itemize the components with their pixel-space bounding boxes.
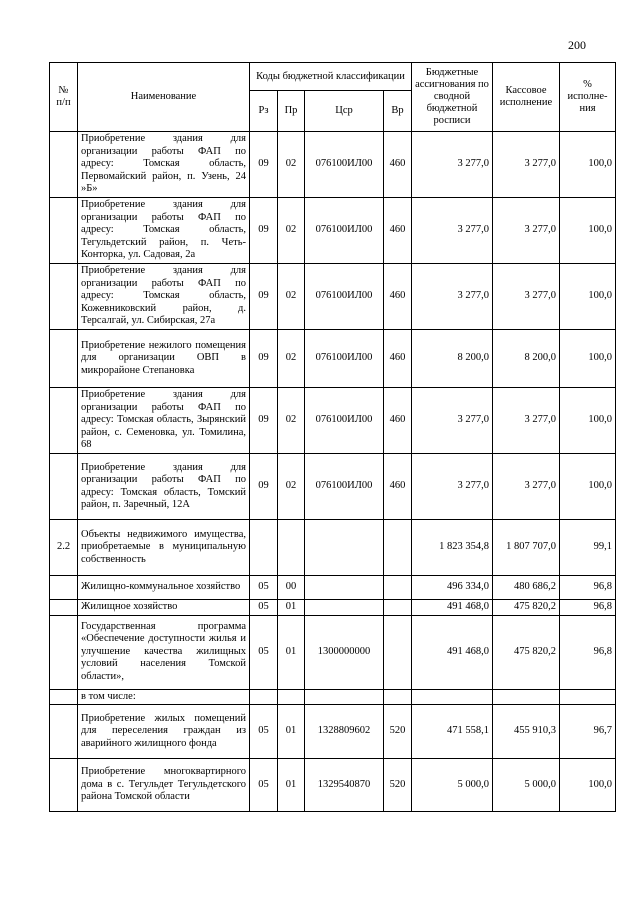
- row-num-cell: [50, 705, 78, 759]
- row-assigned-cell: 471 558,1: [412, 705, 493, 759]
- header-num: № п/п: [50, 63, 78, 132]
- row-csr-cell: 076100ИЛ00: [305, 264, 384, 330]
- row-csr-cell: 076100ИЛ00: [305, 388, 384, 454]
- row-csr-cell: 076100ИЛ00: [305, 132, 384, 198]
- row-rz-cell: 05: [250, 600, 278, 616]
- row-num-cell: [50, 388, 78, 454]
- row-vr-cell: [384, 615, 412, 689]
- row-rz-cell: 09: [250, 388, 278, 454]
- row-rz-cell: 09: [250, 454, 278, 520]
- row-num-cell: [50, 689, 78, 705]
- row-name-cell: Приобретение здания для организации работы ФАП по адресу: Томская область, Зырянский район, с. Семеновка, ул. Томилина, 68: [78, 388, 250, 454]
- row-rz-cell: 09: [250, 264, 278, 330]
- row-cash-cell: 3 277,0: [493, 198, 560, 264]
- row-rz-cell: 05: [250, 759, 278, 812]
- row-pr-cell: [278, 689, 305, 705]
- row-assigned-cell: 3 277,0: [412, 454, 493, 520]
- row-pr-cell: [278, 520, 305, 576]
- row-csr-cell: 1300000000: [305, 615, 384, 689]
- table-row: [50, 198, 616, 264]
- row-vr-cell: [384, 600, 412, 616]
- row-percent-cell: 96,7: [560, 705, 616, 759]
- row-name-cell: Приобретение нежилого помещения для организации ОВП в микрорайоне Степановка: [78, 330, 250, 388]
- row-pr-cell: 00: [278, 576, 305, 600]
- row-pr-cell: 02: [278, 454, 305, 520]
- row-pr-cell: 02: [278, 198, 305, 264]
- row-pr-cell: 02: [278, 132, 305, 198]
- row-pr-cell: 01: [278, 759, 305, 812]
- row-pr-cell: 02: [278, 330, 305, 388]
- row-csr-cell: [305, 520, 384, 576]
- row-csr-cell: 076100ИЛ00: [305, 198, 384, 264]
- row-vr-cell: [384, 576, 412, 600]
- table-row: [50, 520, 616, 576]
- row-assigned-cell: 496 334,0: [412, 576, 493, 600]
- row-name-cell: Жилищное хозяйство: [78, 600, 250, 616]
- row-assigned-cell: 3 277,0: [412, 198, 493, 264]
- row-percent-cell: 100,0: [560, 454, 616, 520]
- row-cash-cell: 8 200,0: [493, 330, 560, 388]
- row-name-cell: Приобретение здания для организации работы ФАП по адресу: Томская область, Кожевниковский район, д. Терсалгай, ул. Сибирская, 27а: [78, 264, 250, 330]
- table-row: [50, 454, 616, 520]
- row-num-cell: [50, 600, 78, 616]
- header-cash: Кассовое исполнение: [493, 63, 560, 132]
- table-row: [50, 689, 616, 705]
- row-vr-cell: 460: [384, 198, 412, 264]
- row-vr-cell: [384, 689, 412, 705]
- table-row: [50, 615, 616, 689]
- row-assigned-cell: 491 468,0: [412, 615, 493, 689]
- table-row: [50, 388, 616, 454]
- row-pr-cell: 02: [278, 388, 305, 454]
- row-vr-cell: 520: [384, 705, 412, 759]
- row-cash-cell: 475 820,2: [493, 615, 560, 689]
- row-num-cell: [50, 132, 78, 198]
- row-percent-cell: 96,8: [560, 600, 616, 616]
- row-csr-cell: [305, 689, 384, 705]
- table-row: [50, 600, 616, 616]
- row-assigned-cell: 3 277,0: [412, 132, 493, 198]
- row-csr-cell: 076100ИЛ00: [305, 454, 384, 520]
- row-pr-cell: 01: [278, 705, 305, 759]
- header-rz: Рз: [250, 91, 278, 132]
- row-cash-cell: 3 277,0: [493, 132, 560, 198]
- table-row: [50, 132, 616, 198]
- header-vr: Вр: [384, 91, 412, 132]
- row-num-cell: [50, 198, 78, 264]
- table-row: [50, 705, 616, 759]
- row-rz-cell: [250, 689, 278, 705]
- row-percent-cell: 100,0: [560, 198, 616, 264]
- row-assigned-cell: 3 277,0: [412, 264, 493, 330]
- row-vr-cell: 460: [384, 388, 412, 454]
- row-assigned-cell: 3 277,0: [412, 388, 493, 454]
- header-codes: Коды бюджетной классификации: [250, 63, 412, 91]
- row-vr-cell: 460: [384, 132, 412, 198]
- row-percent-cell: 100,0: [560, 264, 616, 330]
- header-pr: Пр: [278, 91, 305, 132]
- row-percent-cell: [560, 689, 616, 705]
- row-percent-cell: 100,0: [560, 759, 616, 812]
- row-pr-cell: 01: [278, 615, 305, 689]
- row-num-cell: [50, 615, 78, 689]
- row-percent-cell: 99,1: [560, 520, 616, 576]
- row-csr-cell: 076100ИЛ00: [305, 330, 384, 388]
- row-percent-cell: 100,0: [560, 388, 616, 454]
- row-rz-cell: 05: [250, 615, 278, 689]
- row-name-cell: Приобретение здания для организации работы ФАП по адресу: Томская область, Томский район, п. Заречный, 12А: [78, 454, 250, 520]
- row-cash-cell: 5 000,0: [493, 759, 560, 812]
- row-vr-cell: 460: [384, 454, 412, 520]
- row-name-cell: Объекты недвижимого имущества, приобретаемые в муниципальную собственность: [78, 520, 250, 576]
- row-assigned-cell: 1 823 354,8: [412, 520, 493, 576]
- row-cash-cell: 475 820,2: [493, 600, 560, 616]
- row-csr-cell: [305, 576, 384, 600]
- row-rz-cell: 09: [250, 330, 278, 388]
- header-assigned: Бюджетные ассигнования по сводной бюджетной росписи: [412, 63, 493, 132]
- header-name: Наименование: [78, 63, 250, 132]
- row-cash-cell: [493, 689, 560, 705]
- row-pr-cell: 01: [278, 600, 305, 616]
- row-percent-cell: 100,0: [560, 132, 616, 198]
- table-body: [50, 132, 616, 812]
- table-row: [50, 264, 616, 330]
- row-name-cell: Приобретение здания для организации работы ФАП по адресу: Томская область, Первомайский район, п. Узень, 24 »Б»: [78, 132, 250, 198]
- row-name-cell: Приобретение жилых помещений для переселения граждан из аварийного жилищного фонда: [78, 705, 250, 759]
- row-assigned-cell: [412, 689, 493, 705]
- row-assigned-cell: 491 468,0: [412, 600, 493, 616]
- row-csr-cell: [305, 600, 384, 616]
- row-cash-cell: 480 686,2: [493, 576, 560, 600]
- row-cash-cell: 3 277,0: [493, 388, 560, 454]
- table-row: [50, 330, 616, 388]
- row-rz-cell: 09: [250, 132, 278, 198]
- row-csr-cell: 1328809602: [305, 705, 384, 759]
- row-name-cell: Жилищно-коммунальное хозяйство: [78, 576, 250, 600]
- table-row: [50, 576, 616, 600]
- row-cash-cell: 3 277,0: [493, 454, 560, 520]
- row-percent-cell: 96,8: [560, 615, 616, 689]
- row-num-cell: [50, 264, 78, 330]
- row-num-cell: 2.2: [50, 520, 78, 576]
- row-percent-cell: 96,8: [560, 576, 616, 600]
- row-assigned-cell: 5 000,0: [412, 759, 493, 812]
- row-assigned-cell: 8 200,0: [412, 330, 493, 388]
- row-num-cell: [50, 330, 78, 388]
- row-cash-cell: 3 277,0: [493, 264, 560, 330]
- row-rz-cell: 05: [250, 576, 278, 600]
- row-vr-cell: [384, 520, 412, 576]
- row-percent-cell: 100,0: [560, 330, 616, 388]
- row-rz-cell: 09: [250, 198, 278, 264]
- row-vr-cell: 460: [384, 264, 412, 330]
- row-vr-cell: 520: [384, 759, 412, 812]
- page-number: 200: [568, 38, 586, 52]
- row-num-cell: [50, 759, 78, 812]
- row-cash-cell: 455 910,3: [493, 705, 560, 759]
- budget-table: [49, 62, 616, 812]
- row-name-cell: Государственная программа «Обеспечение доступности жилья и улучшение качества жилищных условий населения Томской области»,: [78, 615, 250, 689]
- row-cash-cell: 1 807 707,0: [493, 520, 560, 576]
- row-csr-cell: 1329540870: [305, 759, 384, 812]
- header-csr: Цср: [305, 91, 384, 132]
- row-vr-cell: 460: [384, 330, 412, 388]
- row-num-cell: [50, 576, 78, 600]
- row-name-cell: Приобретение многоквартирного дома в с. Тегульдет Тегульдетского района Томской области: [78, 759, 250, 812]
- row-pr-cell: 02: [278, 264, 305, 330]
- table-row: [50, 759, 616, 812]
- row-num-cell: [50, 454, 78, 520]
- row-rz-cell: [250, 520, 278, 576]
- row-rz-cell: 05: [250, 705, 278, 759]
- row-name-cell: Приобретение здания для организации работы ФАП по адресу: Томская область, Тегульдетский район, п. Четь-Конторка, ул. Садовая, 2а: [78, 198, 250, 264]
- row-name-cell: в том числе:: [78, 689, 250, 705]
- header-percent: % исполне-ния: [560, 63, 616, 132]
